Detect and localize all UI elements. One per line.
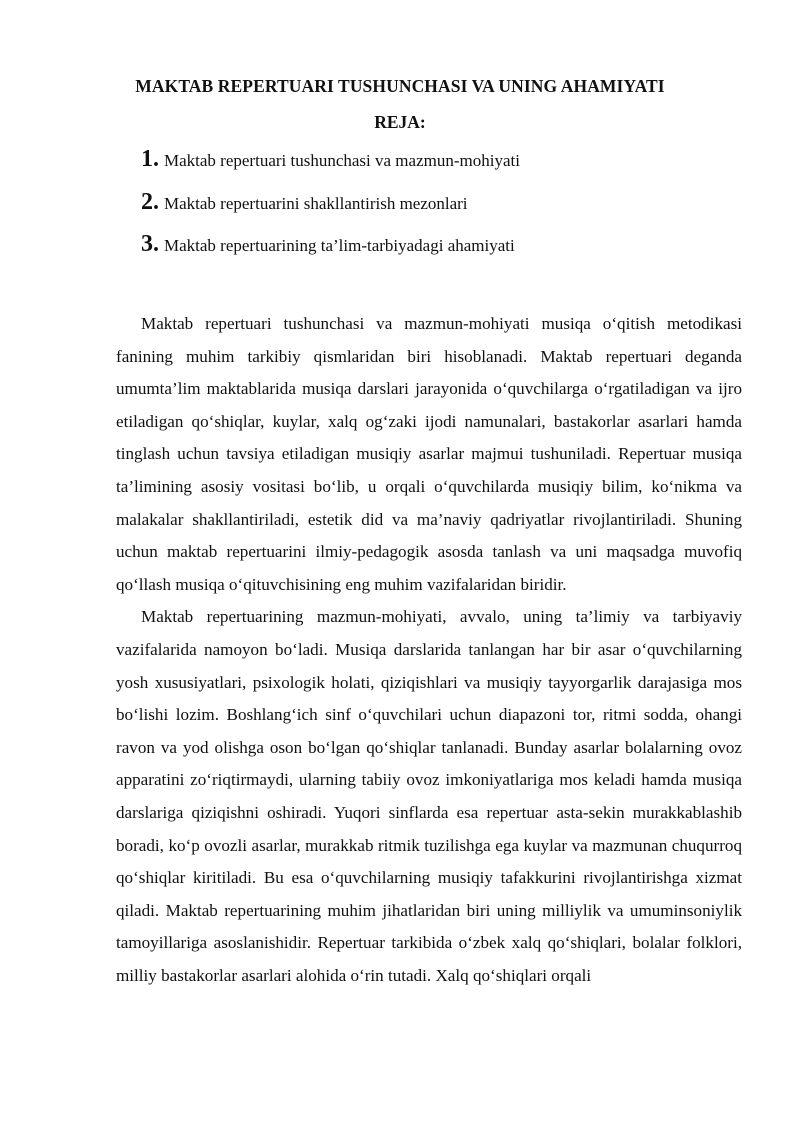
plan-heading: REJA: — [374, 112, 426, 132]
document-title: MAKTAB REPERTUARI TUSHUNCHASI VA UNING AHAMIYATI — [135, 76, 665, 96]
plan-item-number: 1 — [141, 146, 153, 172]
document-body — [116, 308, 742, 992]
plan-item-number: 2 — [141, 188, 153, 215]
plan-item-text: Maktab repertuari tushunchasi va mazmun-mohiyati — [164, 151, 520, 170]
plan-item-number: 3 — [141, 231, 153, 257]
plan-list — [141, 143, 520, 271]
body-paragraph: Maktab repertuarining mazmun-mohiyati, avvalo, uning ta’limiy va tarbiyaviy vazifalarida namoyon bo‘ladi. Musiqa darslarida tanlangan har bir asar o‘quvchilarning yosh xususiyatlari, psixologik holati, qiziqishlari va musiqiy tayyorgarlik darajasiga mos bo‘lishi lozim. Boshlang‘ich sinf o‘quvchilari uchun diapazoni tor, ritmi sodda, ohangi ravon va yod olishga oson bo‘lgan qo‘shiqlar tanlanadi. Bunday asarlar bolalarning ovoz apparatini zo‘riqtirmaydi, ularning tabiiy ovoz imkoniyatlariga mos keladi hamda musiqa darslariga qiziqishni oshiradi. Yuqori sinflarda esa repertuar asta-sekin murakkablashib boradi, ko‘p ovozli asarlar, murakkab ritmik tuzilishga ega kuylar va mazmunan chuqurroq qo‘shiqlar kiritiladi. Bu esa o‘quvchilarning musiqiy tafakkurini rivojlantirishga xizmat qiladi. Maktab repertuarining muhim jihatlaridan biri uning milliylik va umuminsoniylik tamoyillariga asoslanishidir. Repertuar tarkibida o‘zbek xalq qo‘shiqlari, bolalar folklori, milliy bastakorlar asarlari alohida o‘rin tutadi. Xalq qo‘shiqlari orqali — [116, 607, 742, 985]
plan-item: 1 . Maktab repertuari tushunchasi va mazmun-mohiyati — [141, 143, 520, 186]
plan-item: 3 . Maktab repertuarining ta’lim-tarbiyadagi ahamiyati — [141, 228, 520, 271]
plan-item: 2 . Maktab repertuarini shakllantirish mezonlari — [141, 186, 520, 229]
plan-item-text: Maktab repertuarining ta’lim-tarbiyadagi ahamiyati — [164, 236, 515, 255]
plan-item-text: Maktab repertuarini shakllantirish mezonlari — [164, 193, 468, 213]
body-paragraph: Maktab repertuari tushunchasi va mazmun-mohiyati musiqa o‘qitish metodikasi fanining muhim tarkibiy qismlaridan biri hisoblanadi. Maktab repertuari deganda umumta’lim maktablarida musiqa darslari jarayonida o‘quvchilarga o‘rgatiladigan va ijro etiladigan qo‘shiqlar, kuylar, xalq og‘zaki ijodi namunalari, bastakorlar asarlari hamda tinglash uchun tavsiya etiladigan musiqiy asarlar majmui tushuniladi. Repertuar musiqa ta’limining asosiy vositasi bo‘lib, u orqali o‘quvchilarda musiqiy bilim, ko‘nikma va malakalar shakllantiriladi, estetik did va ma’naviy qadriyatlar rivojlantiriladi. Shuning uchun maktab repertuarini ilmiy-pedagogik asosda tanlash va uni maqsadga muvofiq qo‘llash musiqa o‘qituvchisining eng muhim vazifalaridan biridir. — [116, 314, 742, 594]
